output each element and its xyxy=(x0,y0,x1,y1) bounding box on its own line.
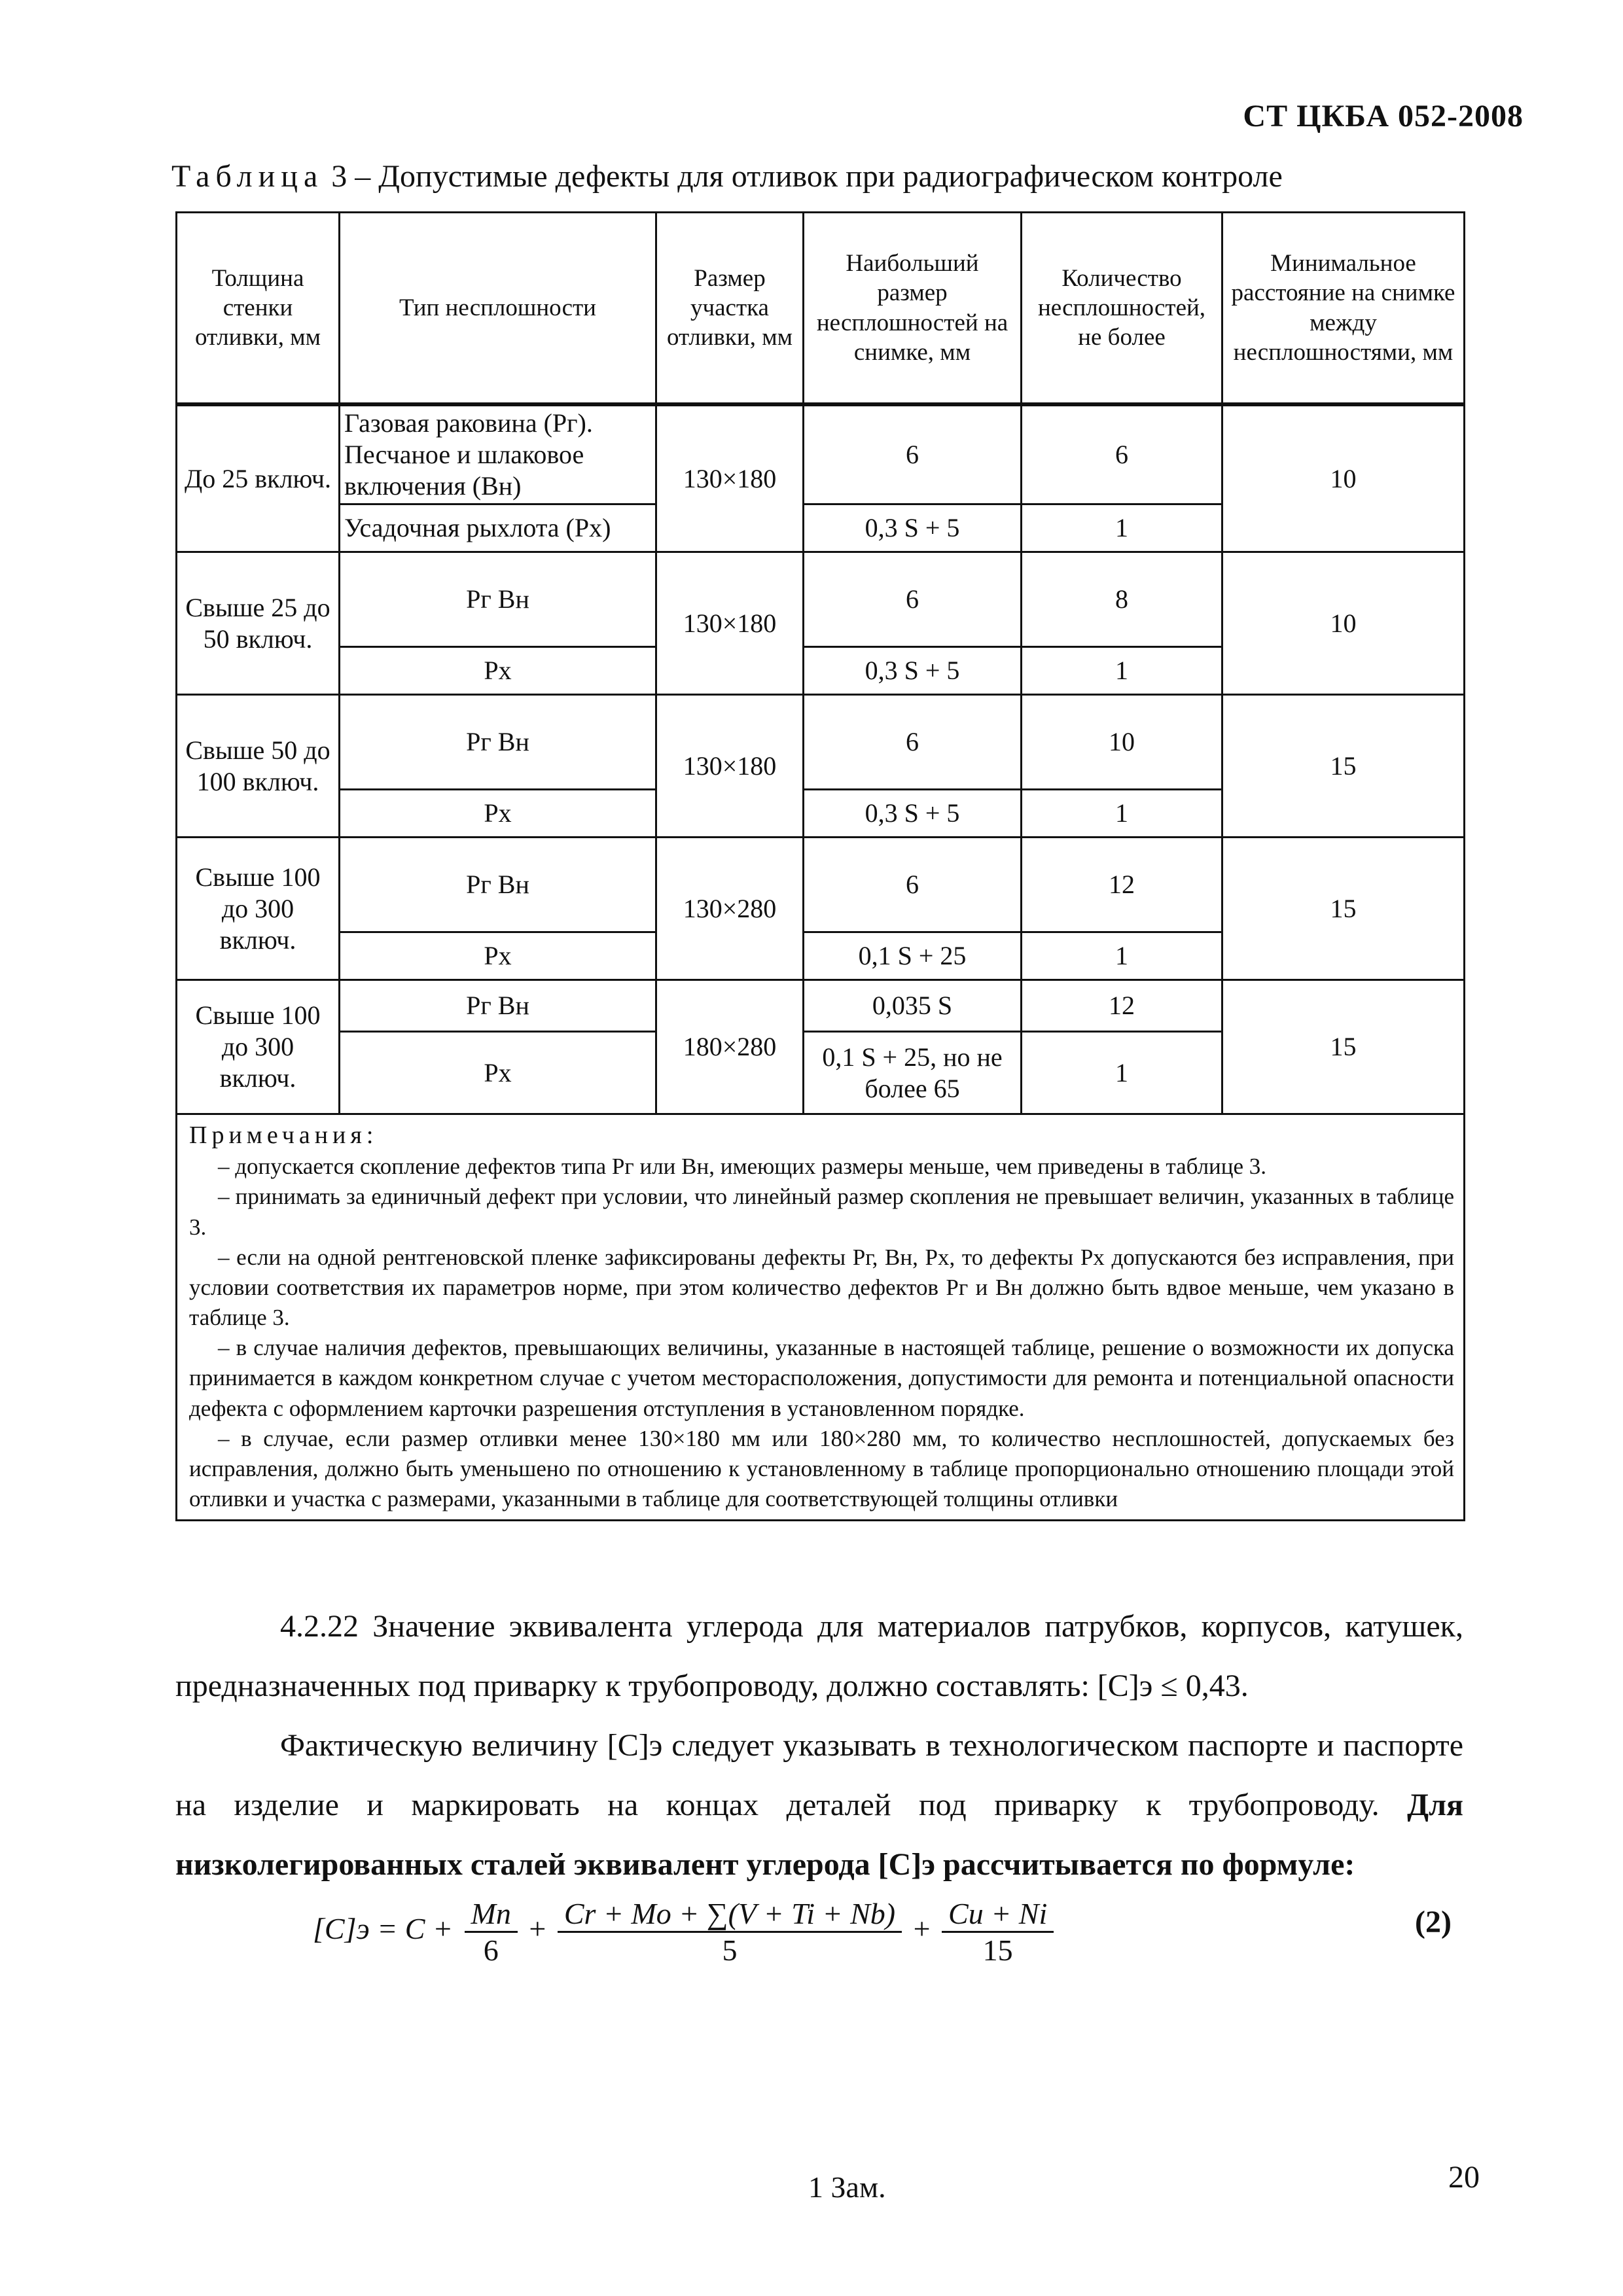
note-item: – допускается скопление дефектов типа Рг или Вн, имеющих размеры меньше, чем приведены в таблице 3. xyxy=(218,1154,1267,1180)
table-row xyxy=(177,695,1465,790)
min-distance-cell: 10 xyxy=(1222,404,1465,552)
area-cell: 130×280 xyxy=(656,838,804,980)
area-cell: 130×180 xyxy=(656,695,804,838)
count-cell: 12 xyxy=(1022,838,1222,932)
min-distance-cell: 15 xyxy=(1222,838,1465,980)
max-size-cell: 0,1 S + 25, но не более 65 xyxy=(804,1032,1022,1114)
notes-row xyxy=(177,1114,1465,1521)
max-size-cell: 6 xyxy=(804,552,1022,647)
table-caption-text: 3 – Допустимые дефекты для отливок при радиографическом контроле xyxy=(323,159,1283,194)
table-row xyxy=(177,838,1465,932)
max-size-cell: 0,3 S + 5 xyxy=(804,504,1022,552)
max-size-cell: 0,3 S + 5 xyxy=(804,790,1022,838)
defect-type-cell: Рг Вн xyxy=(340,552,656,647)
max-size-cell: 6 xyxy=(804,695,1022,790)
area-cell: 180×280 xyxy=(656,980,804,1114)
defect-type-cell: Рг Вн xyxy=(340,980,656,1032)
col-header-count: Количество несплошностей, не более xyxy=(1022,213,1222,405)
max-size-cell: 6 xyxy=(804,838,1022,932)
count-cell: 1 xyxy=(1022,504,1222,552)
max-size-cell: 0,1 S + 25 xyxy=(804,932,1022,980)
fraction-numerator: Cr + Mo + ∑(V + Ti + Nb) xyxy=(558,1896,902,1933)
count-cell: 10 xyxy=(1022,695,1222,790)
defect-type-cell: Рг Вн xyxy=(340,695,656,790)
min-distance-cell: 15 xyxy=(1222,980,1465,1114)
thickness-cell: Свыше 100 до 300 включ. xyxy=(177,980,340,1114)
col-header-type: Тип несплошности xyxy=(340,213,656,405)
max-size-cell: 6 xyxy=(804,404,1022,504)
page-number: 20 xyxy=(1448,2160,1480,2195)
paragraph-carbon-equivalent xyxy=(175,1716,1463,1894)
fraction-numerator: Cu + Ni xyxy=(942,1896,1054,1933)
col-header-max-size: Наибольший размер несплошностей на снимке, мм xyxy=(804,213,1022,405)
defect-type-cell: Газовая раковина (Рг). Песчаное и шлаковое включения (Вн) xyxy=(340,404,656,504)
formula-plus: + xyxy=(529,1912,546,1946)
formula-fraction xyxy=(465,1896,518,1968)
col-header-area: Размер участка отливки, мм xyxy=(656,213,804,405)
defect-type-cell: Рх xyxy=(340,932,656,980)
count-cell: 1 xyxy=(1022,1032,1222,1114)
area-cell: 130×180 xyxy=(656,552,804,695)
table-header-row xyxy=(177,213,1465,405)
notes-title: Примечания: xyxy=(189,1122,378,1149)
area-cell: 130×180 xyxy=(656,404,804,552)
fraction-denominator: 5 xyxy=(722,1934,738,1967)
table-row xyxy=(177,552,1465,647)
document-code: СТ ЦКБА 052-2008 xyxy=(1243,99,1524,133)
thickness-cell: Свыше 50 до 100 включ. xyxy=(177,695,340,838)
thickness-cell: Свыше 25 до 50 включ. xyxy=(177,552,340,695)
defect-type-cell: Рх xyxy=(340,1032,656,1114)
fraction-denominator: 6 xyxy=(483,1934,499,1967)
thickness-cell: Свыше 100 до 300 включ. xyxy=(177,838,340,980)
note-item: – в случае наличия дефектов, превышающих величины, указанные в настоящей таблице, решение о возможности их допуска принимается в каждом конкретном случае с учетом месторасположения, допустимости для ремонта и потенциальной опасности дефекта с оформлением карточки разрешения отступления в установленном порядке. xyxy=(189,1335,1454,1421)
defect-type-cell: Рх xyxy=(340,790,656,838)
defects-table xyxy=(175,211,1465,1521)
defect-type-cell: Рг Вн xyxy=(340,838,656,932)
count-cell: 1 xyxy=(1022,647,1222,695)
count-cell: 12 xyxy=(1022,980,1222,1032)
min-distance-cell: 15 xyxy=(1222,695,1465,838)
formula-fraction xyxy=(558,1896,902,1968)
thickness-cell: До 25 включ. xyxy=(177,404,340,552)
paragraph-text: Фактическую величину [С]э следует указывать в технологическом паспорте и паспорте на изделие и маркировать на концах деталей под приварку к трубопроводу. xyxy=(175,1728,1463,1822)
count-cell: 1 xyxy=(1022,790,1222,838)
fraction-numerator: Mn xyxy=(465,1896,518,1933)
change-mark: 1 Зам. xyxy=(808,2170,886,2204)
paragraph-4-2-22: 4.2.22 Значение эквивалента углерода для материалов патрубков, корпусов, катушек, предназначенных под приварку к трубопроводу, должно составлять: [С]э ≤ 0,43. xyxy=(175,1609,1463,1703)
formula-plus: + xyxy=(913,1912,931,1946)
table-row xyxy=(177,980,1465,1032)
table-row xyxy=(177,404,1465,504)
defect-type-cell: Рх xyxy=(340,647,656,695)
paragraph-bold-text: Для низколегированных сталей эквивалент углерода [С]э рассчитывается по формуле: xyxy=(175,1788,1463,1882)
min-distance-cell: 10 xyxy=(1222,552,1465,695)
table-caption xyxy=(171,158,1283,194)
notes-cell xyxy=(177,1114,1465,1521)
formula-fraction xyxy=(942,1896,1054,1968)
note-item: – в случае, если размер отливки менее 130×180 мм или 180×280 мм, то количество несплошностей, допускаемых без исправления, должно быть уменьшено по отношению к установленному в таблице пропорционально отношению площади этой отливки и участка с размерами, указанными в таблице для соответствующей толщины отливки xyxy=(189,1425,1454,1512)
max-size-cell: 0,035 S xyxy=(804,980,1022,1032)
fraction-denominator: 15 xyxy=(982,1934,1013,1967)
col-header-min-distance: Минимальное расстояние на снимке между несплошностями, мм xyxy=(1222,213,1465,405)
note-item: – принимать за единичный дефект при условии, что линейный размер скопления не превышает величин, указанных в таблице 3. xyxy=(189,1184,1454,1240)
carbon-equivalent-formula xyxy=(313,1896,1058,1968)
col-header-thickness: Толщина стенки отливки, мм xyxy=(177,213,340,405)
formula-lhs: [C]э = C + xyxy=(313,1912,454,1946)
count-cell: 6 xyxy=(1022,404,1222,504)
formula-number: (2) xyxy=(1415,1905,1452,1939)
table-caption-word: Таблица xyxy=(171,159,324,194)
count-cell: 8 xyxy=(1022,552,1222,647)
note-item: – если на одной рентгеновской пленке зафиксированы дефекты Рг, Вн, Рх, то дефекты Рх допускаются без исправления, при условии соответствия их параметров норме, при этом количество дефектов Рг и Вн должно быть вдвое меньше, чем указано в таблице 3. xyxy=(189,1244,1454,1331)
max-size-cell: 0,3 S + 5 xyxy=(804,647,1022,695)
defect-type-cell: Усадочная рыхлота (Рх) xyxy=(340,504,656,552)
count-cell: 1 xyxy=(1022,932,1222,980)
